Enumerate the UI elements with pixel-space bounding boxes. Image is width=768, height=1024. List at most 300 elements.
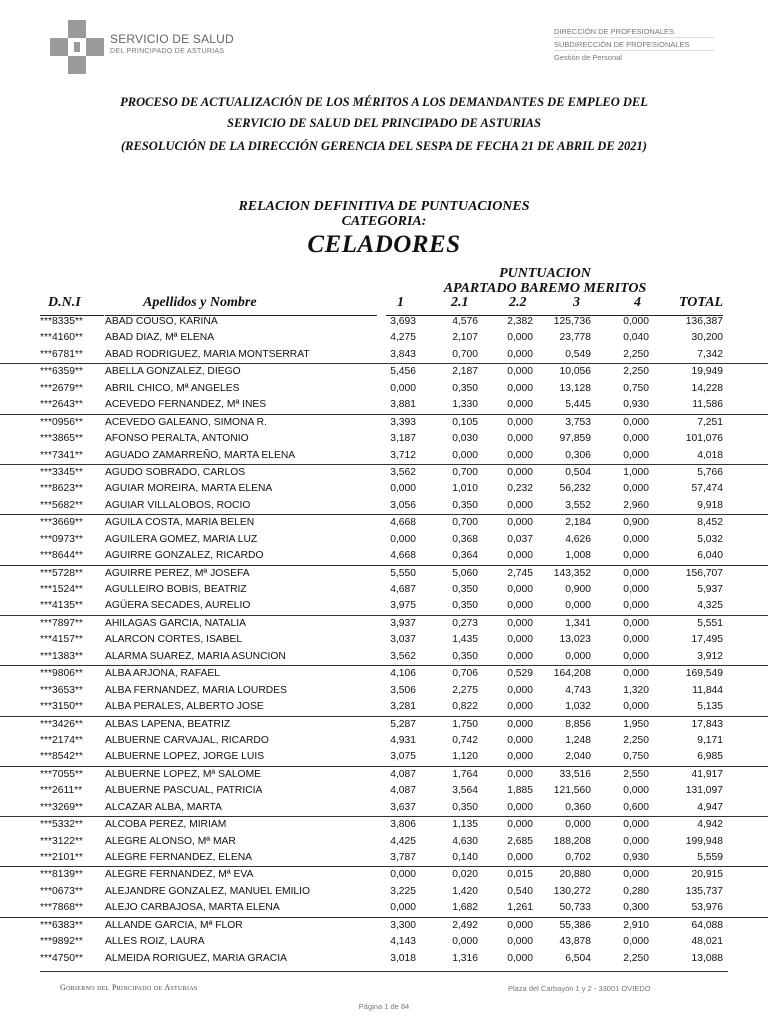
score-1-cell: 3,056 (390, 499, 416, 511)
name-cell: AGUADO ZAMARREÑO, MARTA ELENA (105, 449, 296, 461)
score-3-cell: 20,880 (559, 869, 591, 881)
dni-cell: ***7897** (40, 617, 83, 629)
table-row (0, 548, 768, 564)
score-1-cell: 3,037 (390, 634, 416, 646)
col-header-total: TOTAL (679, 295, 724, 310)
score-2-1-cell: 0,700 (452, 348, 478, 360)
score-1-cell: 0,000 (390, 902, 416, 914)
score-2-2-cell: 0,000 (507, 801, 533, 813)
name-cell: AGUIAR MOREIRA, MARTA ELENA (105, 483, 273, 495)
table-row (0, 850, 768, 866)
score-4-cell: 1,950 (623, 718, 649, 730)
scores-table (0, 314, 768, 967)
table-row (0, 766, 768, 783)
score-2-2-cell: 0,000 (507, 718, 533, 730)
total-cell: 5,559 (697, 852, 723, 863)
score-3-cell: 56,232 (559, 483, 591, 495)
score-1-cell: 5,456 (390, 366, 416, 378)
score-2-2-cell: 2,382 (507, 316, 533, 327)
score-3-cell: 164,208 (553, 668, 591, 680)
dni-cell: ***3122** (40, 835, 83, 847)
score-1-cell: 4,425 (390, 835, 416, 847)
score-4-cell: 2,250 (623, 348, 649, 360)
score-4-cell: 0,600 (623, 801, 649, 813)
dni-cell: ***3150** (40, 701, 83, 713)
dni-cell: ***8139** (40, 869, 83, 881)
table-row (0, 783, 768, 799)
col-header-2-1: 2.1 (451, 295, 469, 310)
dni-cell: ***1524** (40, 584, 83, 595)
score-3-cell: 0,000 (565, 600, 591, 612)
score-2-1-cell: 0,030 (452, 433, 478, 445)
name-cell: ALARCON CORTES, ISABEL (105, 634, 243, 646)
score-3-cell: 2,040 (565, 751, 591, 763)
total-cell: 14,228 (691, 382, 723, 394)
score-1-cell: 3,562 (390, 466, 416, 478)
total-cell: 9,171 (697, 734, 723, 746)
table-row (0, 514, 768, 531)
dni-cell: ***3669** (40, 517, 83, 529)
score-4-cell: 0,000 (623, 650, 649, 662)
score-2-1-cell: 0,706 (452, 668, 478, 680)
score-4-cell: 0,280 (623, 885, 649, 897)
total-cell: 64,088 (691, 919, 723, 931)
total-cell: 7,251 (697, 416, 723, 428)
score-1-cell: 3,393 (390, 416, 416, 428)
score-4-cell: 0,750 (623, 751, 649, 763)
name-cell: ALBUERNE LOPEZ, JORGE LUIS (105, 751, 265, 763)
table-row (0, 397, 768, 413)
score-2-2-cell: 0,000 (507, 433, 533, 445)
total-cell: 19,949 (691, 366, 723, 378)
score-3-cell: 0,549 (565, 348, 591, 360)
score-4-cell: 0,000 (623, 533, 649, 545)
score-2-1-cell: 1,764 (452, 768, 478, 780)
process-title-line-2: SERVICIO DE SALUD DEL PRINCIPADO DE ASTURIAS (227, 116, 541, 130)
score-3-cell: 6,504 (565, 952, 591, 964)
score-1-cell: 4,275 (390, 332, 416, 344)
org-name: SERVICIO DE SALUD (110, 32, 234, 46)
score-2-2-cell: 0,000 (507, 617, 533, 629)
score-4-cell: 0,000 (623, 567, 649, 579)
dni-cell: ***5682** (40, 499, 83, 511)
score-3-cell: 1,248 (565, 734, 591, 746)
sespa-logo-icon (50, 20, 106, 76)
name-cell: ALBUERNE CARVAJAL, RICARDO (105, 734, 269, 746)
score-2-1-cell: 2,107 (452, 332, 478, 344)
table-row (0, 900, 768, 916)
score-1-cell: 4,668 (390, 550, 416, 562)
score-2-1-cell: 5,060 (452, 567, 478, 579)
score-1-cell: 3,693 (390, 316, 416, 327)
score-4-cell: 0,000 (623, 550, 649, 562)
score-3-cell: 5,445 (565, 399, 591, 411)
score-2-1-cell: 0,742 (452, 734, 478, 746)
score-2-2-cell: 0,000 (507, 919, 533, 931)
name-cell: ALCOBA PEREZ, MIRIAM (105, 819, 227, 831)
name-cell: ALMEIDA RORIGUEZ, MARIA GRACIA (105, 952, 287, 964)
dni-cell: ***4750** (40, 952, 83, 964)
score-2-2-cell: 0,000 (507, 701, 533, 713)
table-row (0, 749, 768, 765)
name-cell: ALCAZAR ALBA, MARTA (105, 801, 222, 813)
name-cell: ALLANDE GARCIA, Mª FLOR (105, 919, 243, 931)
score-1-cell: 3,881 (390, 399, 416, 411)
name-cell: ABELLA GONZALEZ, DIEGO (105, 366, 241, 378)
dni-cell: ***8623** (40, 483, 83, 495)
score-3-cell: 121,560 (553, 785, 591, 797)
score-2-2-cell: 0,000 (507, 936, 533, 948)
dni-cell: ***3345** (40, 466, 83, 478)
name-cell: AGULLEIRO BOBIS, BEATRIZ (105, 584, 247, 595)
score-2-2-cell: 2,745 (507, 567, 533, 579)
table-row (0, 800, 768, 816)
col-header-1: 1 (397, 295, 404, 310)
score-3-cell: 10,056 (559, 366, 591, 378)
score-2-1-cell: 1,135 (452, 819, 478, 831)
score-1-cell: 0,000 (390, 533, 416, 545)
score-3-cell: 43,878 (559, 936, 591, 948)
total-cell: 156,707 (685, 567, 723, 579)
score-2-1-cell: 4,576 (452, 316, 478, 327)
name-cell: ALEGRE FERNANDEZ, ELENA (105, 852, 253, 863)
score-2-2-cell: 2,685 (507, 835, 533, 847)
org-subtitle: DEL PRINCIPADO DE ASTURIAS (110, 48, 225, 55)
score-3-cell: 0,702 (565, 852, 591, 863)
total-cell: 17,843 (691, 718, 723, 730)
footer-government: Gobierno del Principado de Asturias (60, 983, 198, 992)
score-3-cell: 0,360 (565, 801, 591, 813)
score-2-2-cell: 0,015 (507, 869, 533, 881)
table-row (0, 917, 768, 934)
total-cell: 20,915 (691, 869, 723, 881)
score-2-1-cell: 2,275 (452, 684, 478, 696)
score-2-1-cell: 0,368 (452, 533, 478, 545)
score-4-cell: 0,000 (623, 936, 649, 948)
total-cell: 199,948 (685, 835, 723, 847)
department-line: Gestión de Personal (554, 53, 622, 62)
score-2-2-cell: 0,000 (507, 466, 533, 478)
name-cell: ALEGRE ALONSO, Mª MAR (105, 835, 236, 847)
score-4-cell: 0,000 (623, 483, 649, 495)
dni-cell: ***0956** (40, 416, 83, 428)
score-4-cell: 0,900 (623, 517, 649, 529)
score-4-cell: 0,750 (623, 382, 649, 394)
score-1-cell: 3,637 (390, 801, 416, 813)
table-row (0, 414, 768, 431)
total-cell: 8,452 (697, 517, 723, 529)
score-2-2-cell: 0,000 (507, 517, 533, 529)
score-2-1-cell: 0,350 (452, 801, 478, 813)
score-3-cell: 0,000 (565, 819, 591, 831)
score-3-cell: 4,626 (565, 533, 591, 545)
score-2-1-cell: 1,120 (452, 751, 478, 763)
score-2-1-cell: 0,350 (452, 600, 478, 612)
table-row (0, 665, 768, 682)
score-3-cell: 33,516 (559, 768, 591, 780)
dni-cell: ***7055** (40, 768, 83, 780)
score-4-cell: 1,320 (623, 684, 649, 696)
dni-cell: ***6781** (40, 348, 83, 360)
score-2-2-cell: 0,000 (507, 600, 533, 612)
score-2-2-cell: 0,000 (507, 399, 533, 411)
total-cell: 4,942 (697, 819, 723, 831)
score-3-cell: 13,023 (559, 634, 591, 646)
total-cell: 5,766 (697, 466, 723, 478)
dni-cell: ***1383** (40, 650, 83, 662)
name-cell: ALBUERNE LOPEZ, Mª SALOME (105, 768, 262, 780)
name-cell: ACEVEDO GALEANO, SIMONA R. (105, 416, 267, 428)
score-1-cell: 0,000 (390, 382, 416, 394)
name-cell: ALARMA SUAREZ, MARIA ASUNCION (105, 650, 286, 662)
score-1-cell: 3,937 (390, 617, 416, 629)
table-row (0, 565, 768, 582)
name-cell: ABAD COUSO, KARINA (105, 316, 218, 327)
score-4-cell: 0,000 (623, 600, 649, 612)
total-cell: 101,076 (685, 433, 723, 445)
department-line: SUBDIRECCIÓN DE PROFESIONALES (554, 40, 690, 49)
score-4-cell: 0,000 (623, 617, 649, 629)
dni-cell: ***4160** (40, 332, 83, 344)
score-2-2-cell: 0,000 (507, 852, 533, 863)
total-cell: 5,551 (697, 617, 723, 629)
dni-cell: ***8335** (40, 316, 83, 327)
score-3-cell: 2,184 (565, 517, 591, 529)
score-2-1-cell: 2,492 (452, 919, 478, 931)
total-cell: 11,844 (692, 684, 723, 696)
score-3-cell: 0,000 (565, 650, 591, 662)
score-2-1-cell: 1,682 (452, 902, 478, 914)
table-row (0, 532, 768, 548)
score-1-cell: 3,712 (390, 449, 416, 461)
total-cell: 57,474 (691, 483, 723, 495)
score-2-1-cell: 1,316 (452, 952, 478, 964)
score-2-2-cell: 0,000 (507, 952, 533, 964)
score-2-1-cell: 1,330 (452, 399, 478, 411)
name-cell: ALBAS LAPENA, BEATRIZ (105, 718, 231, 730)
score-2-1-cell: 0,700 (452, 466, 478, 478)
dni-cell: ***2101** (40, 852, 83, 863)
score-3-cell: 1,032 (565, 701, 591, 713)
total-cell: 41,917 (691, 768, 723, 780)
name-cell: AFONSO PERALTA, ANTONIO (105, 433, 249, 445)
name-cell: AGUDO SOBRADO, CARLOS (105, 466, 246, 478)
score-2-1-cell: 0,364 (452, 550, 478, 562)
table-row (0, 866, 768, 883)
total-cell: 4,947 (697, 801, 723, 813)
score-4-cell: 0,000 (623, 584, 649, 595)
score-1-cell: 3,975 (390, 600, 416, 612)
col-header-dni: D.N.I (48, 295, 81, 310)
total-cell: 53,976 (691, 902, 723, 914)
score-4-cell: 2,550 (623, 768, 649, 780)
total-cell: 3,912 (697, 650, 723, 662)
score-1-cell: 4,687 (390, 584, 416, 595)
total-cell: 169,549 (685, 668, 723, 680)
score-2-2-cell: 0,000 (507, 768, 533, 780)
col-header-4: 4 (634, 295, 641, 310)
score-1-cell: 3,843 (390, 348, 416, 360)
score-4-cell: 2,250 (623, 734, 649, 746)
col-header-3: 3 (573, 295, 580, 310)
table-bottom-line (40, 971, 728, 972)
dni-cell: ***7341** (40, 449, 83, 461)
dni-cell: ***2611** (40, 785, 83, 797)
name-cell: ALEJO CARBAJOSA, MARTA ELENA (105, 902, 280, 914)
total-cell: 13,088 (691, 952, 723, 964)
relacion-heading: RELACION DEFINITIVA DE PUNTUACIONES (238, 199, 530, 214)
score-3-cell: 55,386 (559, 919, 591, 931)
dni-cell: ***7868** (40, 902, 83, 914)
score-3-cell: 0,504 (565, 466, 591, 478)
score-3-cell: 13,128 (559, 382, 591, 394)
score-4-cell: 0,000 (623, 449, 649, 461)
dni-cell: ***2174** (40, 734, 83, 746)
name-cell: AGÜERA SECADES, AURELIO (105, 600, 251, 612)
score-1-cell: 4,143 (390, 936, 416, 948)
score-2-2-cell: 0,000 (507, 650, 533, 662)
total-cell: 5,032 (697, 533, 723, 545)
score-1-cell: 3,506 (390, 684, 416, 696)
score-4-cell: 0,000 (623, 835, 649, 847)
score-2-2-cell: 0,000 (507, 366, 533, 378)
score-2-1-cell: 0,822 (452, 701, 478, 713)
table-row (0, 733, 768, 749)
score-2-2-cell: 0,000 (507, 684, 533, 696)
puntuacion-heading: PUNTUACION (499, 266, 591, 281)
dni-cell: ***8644** (40, 550, 83, 562)
score-2-1-cell: 4,630 (452, 835, 478, 847)
score-2-1-cell: 1,420 (452, 885, 478, 897)
score-1-cell: 3,187 (390, 433, 416, 445)
score-2-2-cell: 0,000 (507, 819, 533, 831)
total-cell: 6,040 (697, 550, 723, 562)
score-2-1-cell: 0,273 (452, 617, 478, 629)
score-3-cell: 188,208 (553, 835, 591, 847)
score-2-1-cell: 0,350 (452, 650, 478, 662)
total-cell: 5,135 (697, 701, 723, 713)
score-1-cell: 3,562 (390, 650, 416, 662)
score-2-1-cell: 0,105 (452, 416, 478, 428)
score-2-2-cell: 0,000 (507, 449, 533, 461)
score-2-1-cell: 1,435 (452, 634, 478, 646)
score-4-cell: 0,000 (623, 316, 649, 327)
table-row (0, 615, 768, 632)
dni-cell: ***0673** (40, 885, 83, 897)
table-row (0, 716, 768, 733)
table-row (0, 363, 768, 380)
score-1-cell: 0,000 (390, 869, 416, 881)
score-3-cell: 125,736 (553, 316, 591, 327)
score-3-cell: 8,856 (565, 718, 591, 730)
score-1-cell: 4,087 (390, 785, 416, 797)
score-2-1-cell: 1,750 (452, 718, 478, 730)
score-3-cell: 23,778 (559, 332, 591, 344)
total-cell: 5,937 (697, 584, 723, 595)
score-4-cell: 0,040 (623, 332, 649, 344)
score-4-cell: 0,000 (623, 668, 649, 680)
table-row (0, 498, 768, 514)
score-1-cell: 3,018 (390, 952, 416, 964)
score-2-2-cell: 0,529 (507, 668, 533, 680)
score-2-1-cell: 0,350 (452, 499, 478, 511)
score-2-2-cell: 0,000 (507, 416, 533, 428)
table-row (0, 834, 768, 850)
department-info (554, 25, 689, 64)
name-cell: ABAD RODRIGUEZ, MARIA MONTSERRAT (105, 348, 310, 360)
score-1-cell: 3,787 (390, 852, 416, 863)
table-row (0, 699, 768, 715)
score-2-1-cell: 0,140 (452, 852, 478, 863)
score-2-2-cell: 0,000 (507, 382, 533, 394)
score-3-cell: 143,352 (553, 567, 591, 579)
name-cell: ALBA ARJONA, RAFAEL (105, 668, 221, 680)
name-cell: ABAD DIAZ, Mª ELENA (105, 332, 215, 344)
dni-cell: ***3269** (40, 801, 83, 813)
name-cell: AGUIRRE PEREZ, Mª JOSEFA (105, 567, 250, 579)
name-cell: AGUIAR VILLALOBOS, ROCIO (105, 499, 251, 511)
score-4-cell: 0,000 (623, 701, 649, 713)
dni-cell: ***5728** (40, 567, 83, 579)
table-row (0, 951, 768, 967)
score-2-2-cell: 1,261 (507, 902, 533, 914)
total-cell: 135,737 (685, 885, 723, 897)
score-4-cell: 0,000 (623, 634, 649, 646)
score-3-cell: 0,900 (565, 584, 591, 595)
dni-cell: ***9892** (40, 936, 83, 948)
table-row (0, 330, 768, 346)
category-name: CELADORES (307, 231, 461, 258)
col-header-name: Apellidos y Nombre (143, 295, 257, 310)
score-1-cell: 5,550 (390, 567, 416, 579)
table-row (0, 314, 768, 330)
table-row (0, 431, 768, 447)
score-2-1-cell: 1,010 (452, 483, 478, 495)
score-2-1-cell: 0,020 (452, 869, 478, 881)
name-cell: ALBA PERALES, ALBERTO JOSE (105, 701, 264, 713)
page-number: Página 1 de 84 (358, 1002, 410, 1011)
score-1-cell: 3,300 (390, 919, 416, 931)
dni-cell: ***2643** (40, 399, 83, 411)
table-row (0, 816, 768, 833)
department-line: DIRECCIÓN DE PROFESIONALES (554, 27, 675, 36)
total-cell: 4,018 (697, 449, 723, 461)
total-cell: 48,021 (691, 936, 723, 948)
footer-address: Plaza del Carbayón 1 y 2 - 33001 OVIEDO (508, 984, 651, 993)
name-cell: ABRIL CHICO, Mª ANGELES (105, 382, 240, 394)
score-3-cell: 0,306 (565, 449, 591, 461)
dni-cell: ***3426** (40, 718, 83, 730)
total-cell: 6,985 (697, 751, 723, 763)
score-4-cell: 0,000 (623, 819, 649, 831)
total-cell: 30,200 (691, 332, 723, 344)
total-cell: 17,495 (691, 634, 723, 646)
score-3-cell: 130,272 (553, 885, 591, 897)
score-4-cell: 0,930 (623, 852, 649, 863)
dni-cell: ***8542** (40, 751, 83, 763)
table-row (0, 598, 768, 614)
total-cell: 131,097 (685, 785, 723, 797)
score-2-1-cell: 0,350 (452, 382, 478, 394)
name-cell: ALBUERNE PASCUAL, PATRICIA (105, 785, 263, 797)
score-4-cell: 0,000 (623, 433, 649, 445)
score-4-cell: 2,910 (623, 919, 649, 931)
score-1-cell: 4,931 (390, 734, 416, 746)
score-4-cell: 0,930 (623, 399, 649, 411)
score-4-cell: 0,000 (623, 785, 649, 797)
table-row (0, 464, 768, 481)
dni-cell: ***6383** (40, 919, 83, 931)
